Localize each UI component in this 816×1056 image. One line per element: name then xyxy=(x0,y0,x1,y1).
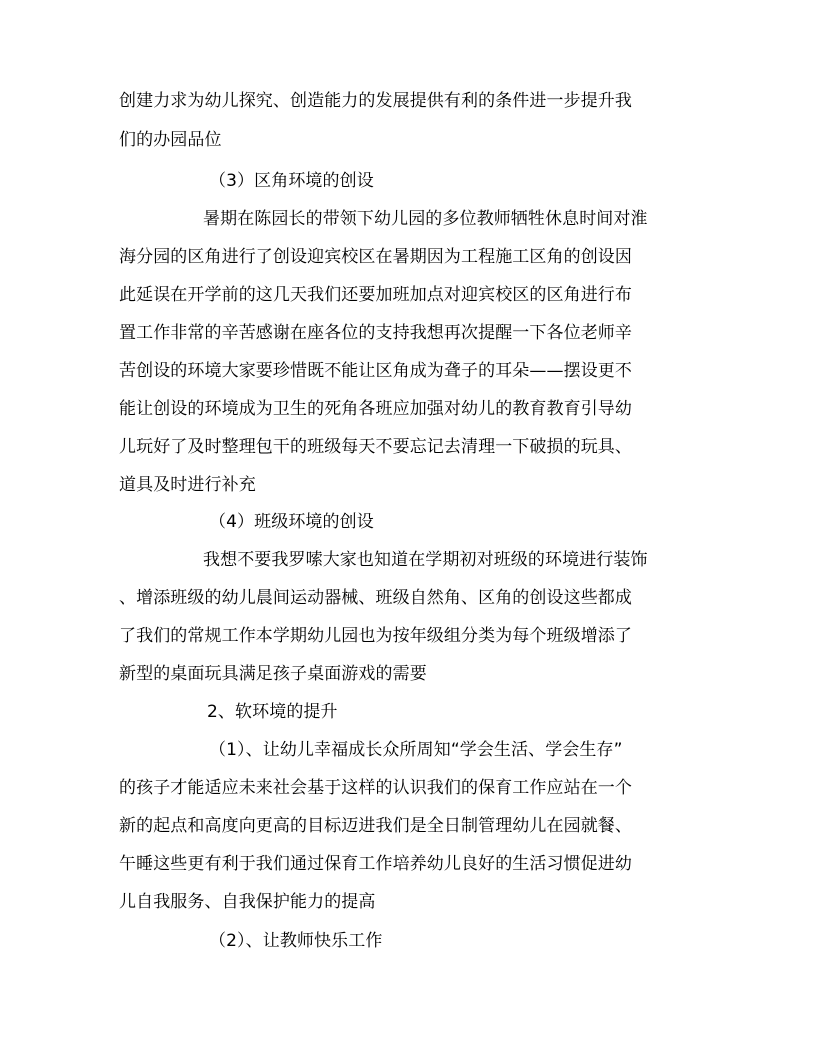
paragraph-line: （1）、让幼儿幸福成长众所周知“学会生活、学会生存” xyxy=(209,740,623,760)
section-heading-class-environment: （4）班级环境的创设 xyxy=(209,512,374,532)
paragraph-line: 此延误在开学前的这几天我们还要加班加点对迎宾校区的区角进行布 xyxy=(119,285,632,305)
paragraph-line: 新的起点和高度向更高的目标迈进我们是全日制管理幼儿在园就餐、 xyxy=(119,816,632,836)
paragraph-line: 了我们的常规工作本学期幼儿园也为按年级组分类为每个班级增添了 xyxy=(119,626,632,646)
section-heading-soft-environment: 2、软环境的提升 xyxy=(207,702,338,722)
paragraph-line: 我想不要我罗嗦大家也知道在学期初对班级的环境进行装饰 xyxy=(203,550,648,570)
paragraph-line: 的孩子才能适应未来社会基于这样的认识我们的保育工作应站在一个 xyxy=(119,778,632,798)
paragraph-line: 置工作非常的辛苦感谢在座各位的支持我想再次提醒一下各位老师辛 xyxy=(119,323,632,343)
paragraph-line: 们的办园品位 xyxy=(119,130,222,150)
paragraph-line: 、增添班级的幼儿晨间运动器械、班级自然角、区角的创设这些都成 xyxy=(119,588,632,608)
paragraph-line: 新型的桌面玩具满足孩子桌面游戏的需要 xyxy=(119,664,427,684)
paragraph-line: 儿自我服务、自我保护能力的提高 xyxy=(119,892,376,912)
paragraph-line: 能让创设的环境成为卫生的死角各班应加强对幼儿的教育教育引导幼 xyxy=(119,399,632,419)
paragraph-line: 苦创设的环境大家要珍惜既不能让区角成为聋子的耳朵——摆设更不 xyxy=(119,361,632,381)
paragraph-line: 暑期在陈园长的带领下幼儿园的多位教师牺牲休息时间对淮 xyxy=(203,209,648,229)
paragraph-line: 海分园的区角进行了创设迎宾校区在暑期因为工程施工区角的创设因 xyxy=(119,247,632,267)
paragraph-line: 午睡这些更有利于我们通过保育工作培养幼儿良好的生活习惯促进幼 xyxy=(119,854,632,874)
section-heading-teacher-happy-work: （2）、让教师快乐工作 xyxy=(209,931,383,951)
paragraph-line: 儿玩好了及时整理包干的班级每天不要忘记去清理一下破损的玩具、 xyxy=(119,437,632,457)
section-heading-area-environment: （3）区角环境的创设 xyxy=(209,171,374,191)
paragraph-line: 创建力求为幼儿探究、创造能力的发展提供有利的条件进一步提升我 xyxy=(119,91,632,111)
paragraph-line: 道具及时进行补充 xyxy=(119,475,256,495)
